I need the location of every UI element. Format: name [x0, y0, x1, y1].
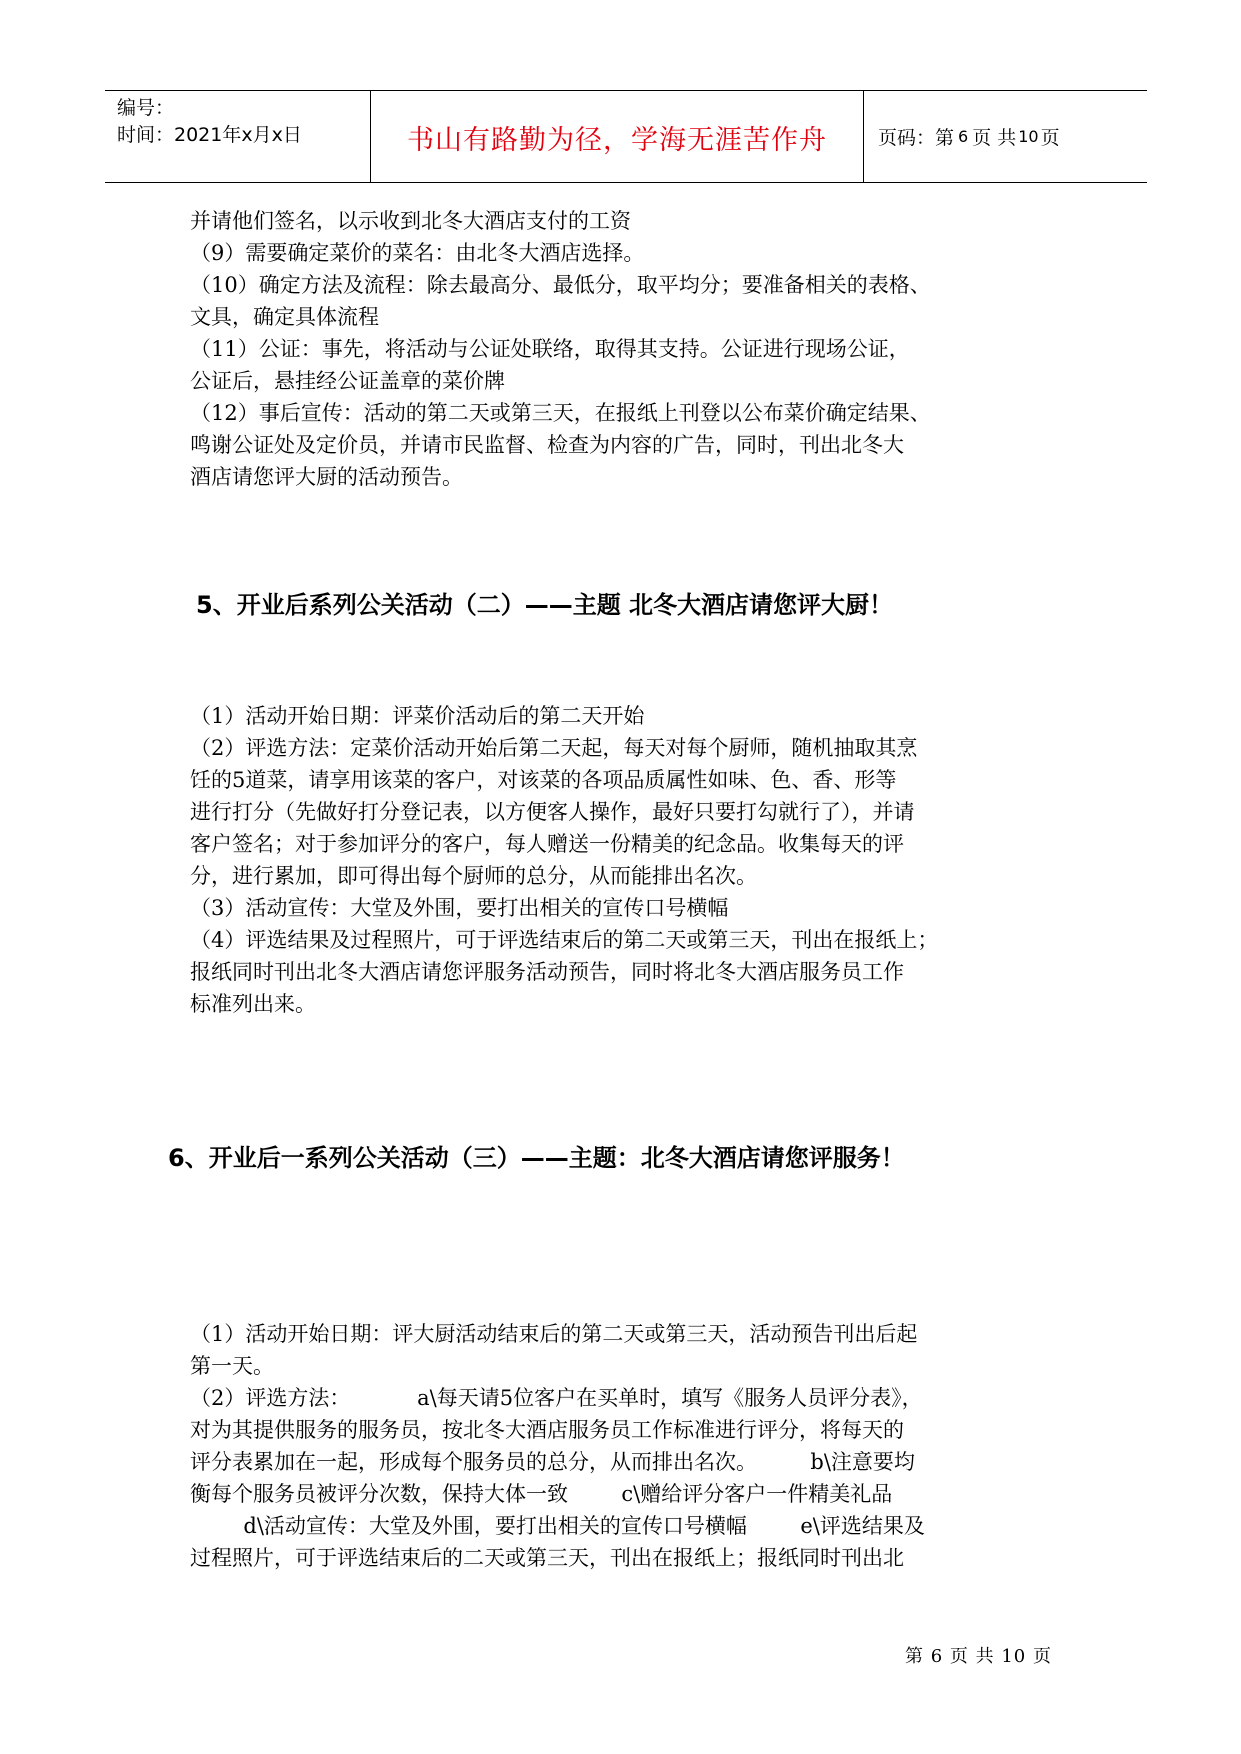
page-header — [105, 90, 1147, 183]
paragraph-line: （2）评选方法： a\每天请5位客户在买单时，填写《服务人员评分表》， — [190, 1386, 923, 1410]
paragraph-line: 评分表累加在一起，形成每个服务员的总分，从而排出名次。 b\注意要均 — [190, 1450, 915, 1474]
paragraph-line: （11）公证：事先，将活动与公证处联络，取得其支持。公证进行现场公证， — [190, 337, 910, 361]
page-total: 10 — [1018, 127, 1039, 146]
paragraph-line: 公证后，悬挂经公证盖章的菜价牌 — [190, 369, 505, 393]
paragraph-line: d\活动宣传：大堂及外围，要打出相关的宣传口号横幅 e\评选结果及 — [190, 1514, 925, 1538]
paragraph-line: （1）活动开始日期：评菜价活动后的第二天开始 — [190, 704, 645, 728]
page-label-prefix: 页码：第 — [878, 127, 955, 149]
document-number-label: 编号： — [117, 97, 175, 119]
paragraph-line: 文具，确定具体流程 — [190, 305, 379, 329]
paragraph-line: 第一天。 — [190, 1354, 274, 1378]
paragraph-line: （1）活动开始日期：评大厨活动结束后的第二天或第三天，活动预告刊出后起 — [190, 1322, 918, 1346]
page-label-mid: 页 共 — [972, 127, 1017, 149]
paragraph-line: （2）评选方法：定菜价活动开始后第二天起，每天对每个厨师，随机抽取其烹 — [190, 736, 918, 760]
section-6-heading: 6、开业后一系列公关活动（三）——主题：北冬大酒店请您评服务！ — [168, 1144, 905, 1172]
paragraph-line: （9）需要确定菜价的菜名：由北冬大酒店选择。 — [190, 241, 645, 265]
paragraph-line: 鸣谢公证处及定价员，并请市民监督、检查为内容的广告，同时，刊出北冬大 — [190, 433, 904, 457]
paragraph-line: （3）活动宣传：大堂及外围，要打出相关的宣传口号横幅 — [190, 896, 729, 920]
section-top-text — [190, 205, 1070, 493]
paragraph-line: 并请他们签名，以示收到北冬大酒店支付的工资 — [190, 209, 631, 233]
page-label-suffix: 页 — [1040, 127, 1060, 149]
document-time-label: 时间：2021年x月x日 — [117, 124, 302, 146]
paragraph-line: （12）事后宣传：活动的第二天或第三天，在报纸上刊登以公布菜价确定结果、 — [190, 401, 931, 425]
paragraph-line: 过程照片，可于评选结束后的二天或第三天，刊出在报纸上；报纸同时刊出北 — [190, 1546, 904, 1570]
section-5-text — [190, 700, 1070, 1020]
paragraph-line: 报纸同时刊出北冬大酒店请您评服务活动预告，同时将北冬大酒店服务员工作 — [190, 960, 904, 984]
paragraph-line: 对为其提供服务的服务员，按北冬大酒店服务员工作标准进行评分，将每天的 — [190, 1418, 904, 1442]
paragraph-line: 进行打分（先做好打分登记表，以方便客人操作，最好只要打勾就行了），并请 — [190, 800, 915, 824]
page-current: 6 — [958, 127, 969, 146]
paragraph-line: 衡每个服务员被评分次数，保持大体一致 c\赠给评分客户一件精美礼品 — [190, 1482, 893, 1506]
paragraph-line: 标准列出来。 — [190, 992, 316, 1016]
paragraph-line: 客户签名；对于参加评分的客户，每人赠送一份精美的纪念品。收集每天的评 — [190, 832, 904, 856]
paragraph-line: （4）评选结果及过程照片，可于评选结束后的第二天或第三天，刊出在报纸上； — [190, 928, 939, 952]
page-footer: 第 6 页 共 10 页 — [905, 1646, 1052, 1667]
paragraph-line: （10）确定方法及流程：除去最高分、最低分，取平均分；要准备相关的表格、 — [190, 273, 931, 297]
paragraph-line: 酒店请您评大厨的活动预告。 — [190, 465, 463, 489]
section-5-heading: 5、开业后系列公关活动（二）——主题 北冬大酒店请您评大厨！ — [196, 591, 894, 619]
header-motto: 书山有路勤为径，学海无涯苦作舟 — [407, 125, 827, 156]
header-page-cell — [864, 91, 1147, 182]
paragraph-line: 饪的5道菜，请享用该菜的客户，对该菜的各项品质属性如味、色、香、形等 — [190, 768, 897, 792]
header-motto-cell — [371, 91, 864, 182]
header-meta-cell — [105, 91, 371, 182]
section-6-text — [190, 1318, 1070, 1574]
paragraph-line: 分，进行累加，即可得出每个厨师的总分，从而能排出名次。 — [190, 864, 757, 888]
